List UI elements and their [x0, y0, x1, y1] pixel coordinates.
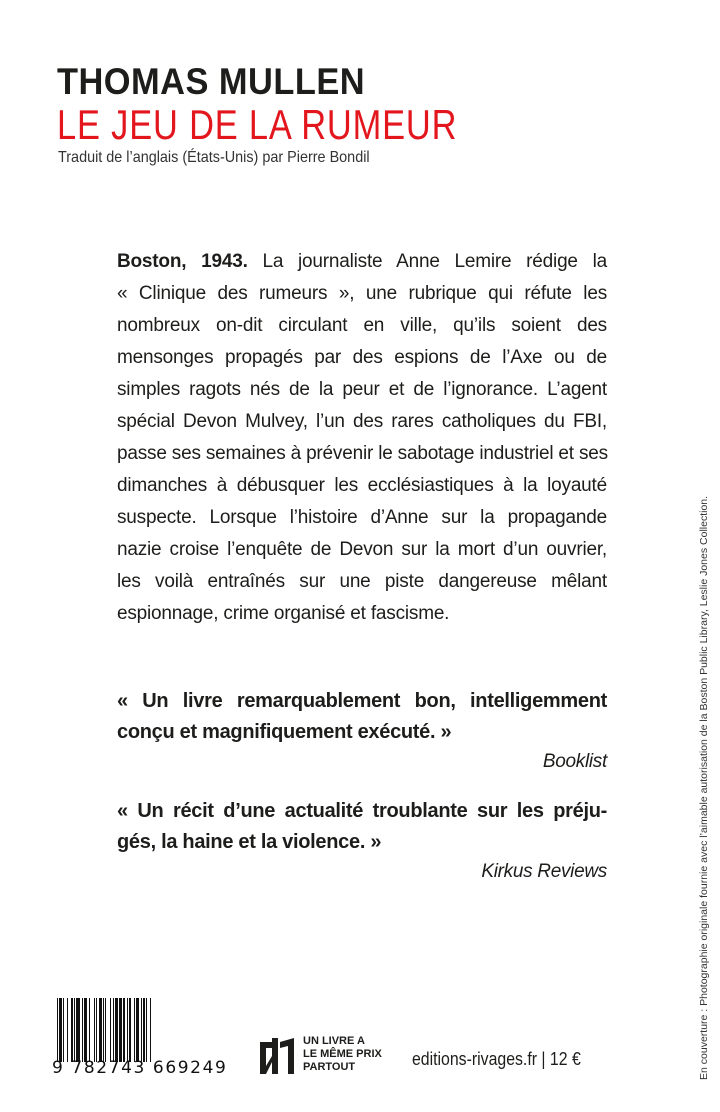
cover-photo-credit: En couverture : Photographie originale fournie avec l’aimable autorisation de la Boston Public Library, Leslie Jones Collection. [698, 495, 710, 1080]
isbn-digits: 9 782743 669249 [52, 1058, 228, 1078]
review-source: Booklist [542, 751, 607, 772]
blurb-line: passe ses semaines à prévenir le sabotage industriel et ses [117, 443, 608, 464]
author-name: THOMAS MULLEN [57, 61, 366, 102]
blurb-lead: Boston, 1943. [117, 251, 248, 272]
blurb-line: dimanches à débusquer les ecclésiastiques à la loyauté [117, 475, 607, 496]
review-line: conçu et magnifiquement exécuté. » [117, 721, 452, 743]
prix-unique-label: UN LIVRE A LE MÊME PRIX PARTOUT [303, 1035, 382, 1073]
blurb-line: simples ragots nés de la peur et de l’ignorance. L’agent [117, 379, 607, 400]
blurb-line: mensonges propagés par des espions de l’Axe ou de [117, 347, 607, 368]
book-title: LE JEU DE LA RUMEUR [57, 101, 458, 148]
review-quote [117, 686, 607, 776]
review-line: gés, la haine et la violence. » [117, 831, 382, 853]
review-line: « Un récit d’une actualité troublante sur les préju- [117, 800, 607, 822]
translator-credit: Traduit de l’anglais (États-Unis) par Pierre Bondil [58, 149, 370, 166]
review-line: « Un livre remarquablement bon, intelligemment [117, 690, 607, 712]
blurb-line: Boston, 1943. La journaliste Anne Lemire rédige la [117, 251, 607, 272]
publisher-website-price: editions-rivages.fr | 12 € [412, 1049, 581, 1069]
barcode-bars [57, 998, 187, 1062]
blurb-line: espionnage, crime organisé et fascisme. [117, 603, 450, 624]
blurb-line: « Clinique des rumeurs », une rubrique qui réfute les [117, 283, 607, 304]
blurb-line: suspecte. Lorsque l’histoire d’Anne sur la propagande [117, 507, 607, 528]
barcode-bar [151, 998, 152, 1062]
blurb-line: nazie croise l’enquête de Devon sur la mort d’un ouvrier, [117, 539, 607, 560]
isbn-barcode [52, 998, 228, 1078]
review-quote [117, 796, 607, 886]
blurb-line: les voilà entraînés sur une piste dangereuse mêlant [117, 571, 607, 592]
blurb-line: nombreux on-dit circulant en ville, qu’ils soient des [117, 315, 607, 336]
review-source: Kirkus Reviews [481, 861, 607, 882]
blurb [117, 246, 607, 630]
blurb-line: spécial Devon Mulvey, l’un des rares catholiques du FBI, [117, 411, 607, 432]
prix-unique-logo-icon [258, 1034, 298, 1076]
